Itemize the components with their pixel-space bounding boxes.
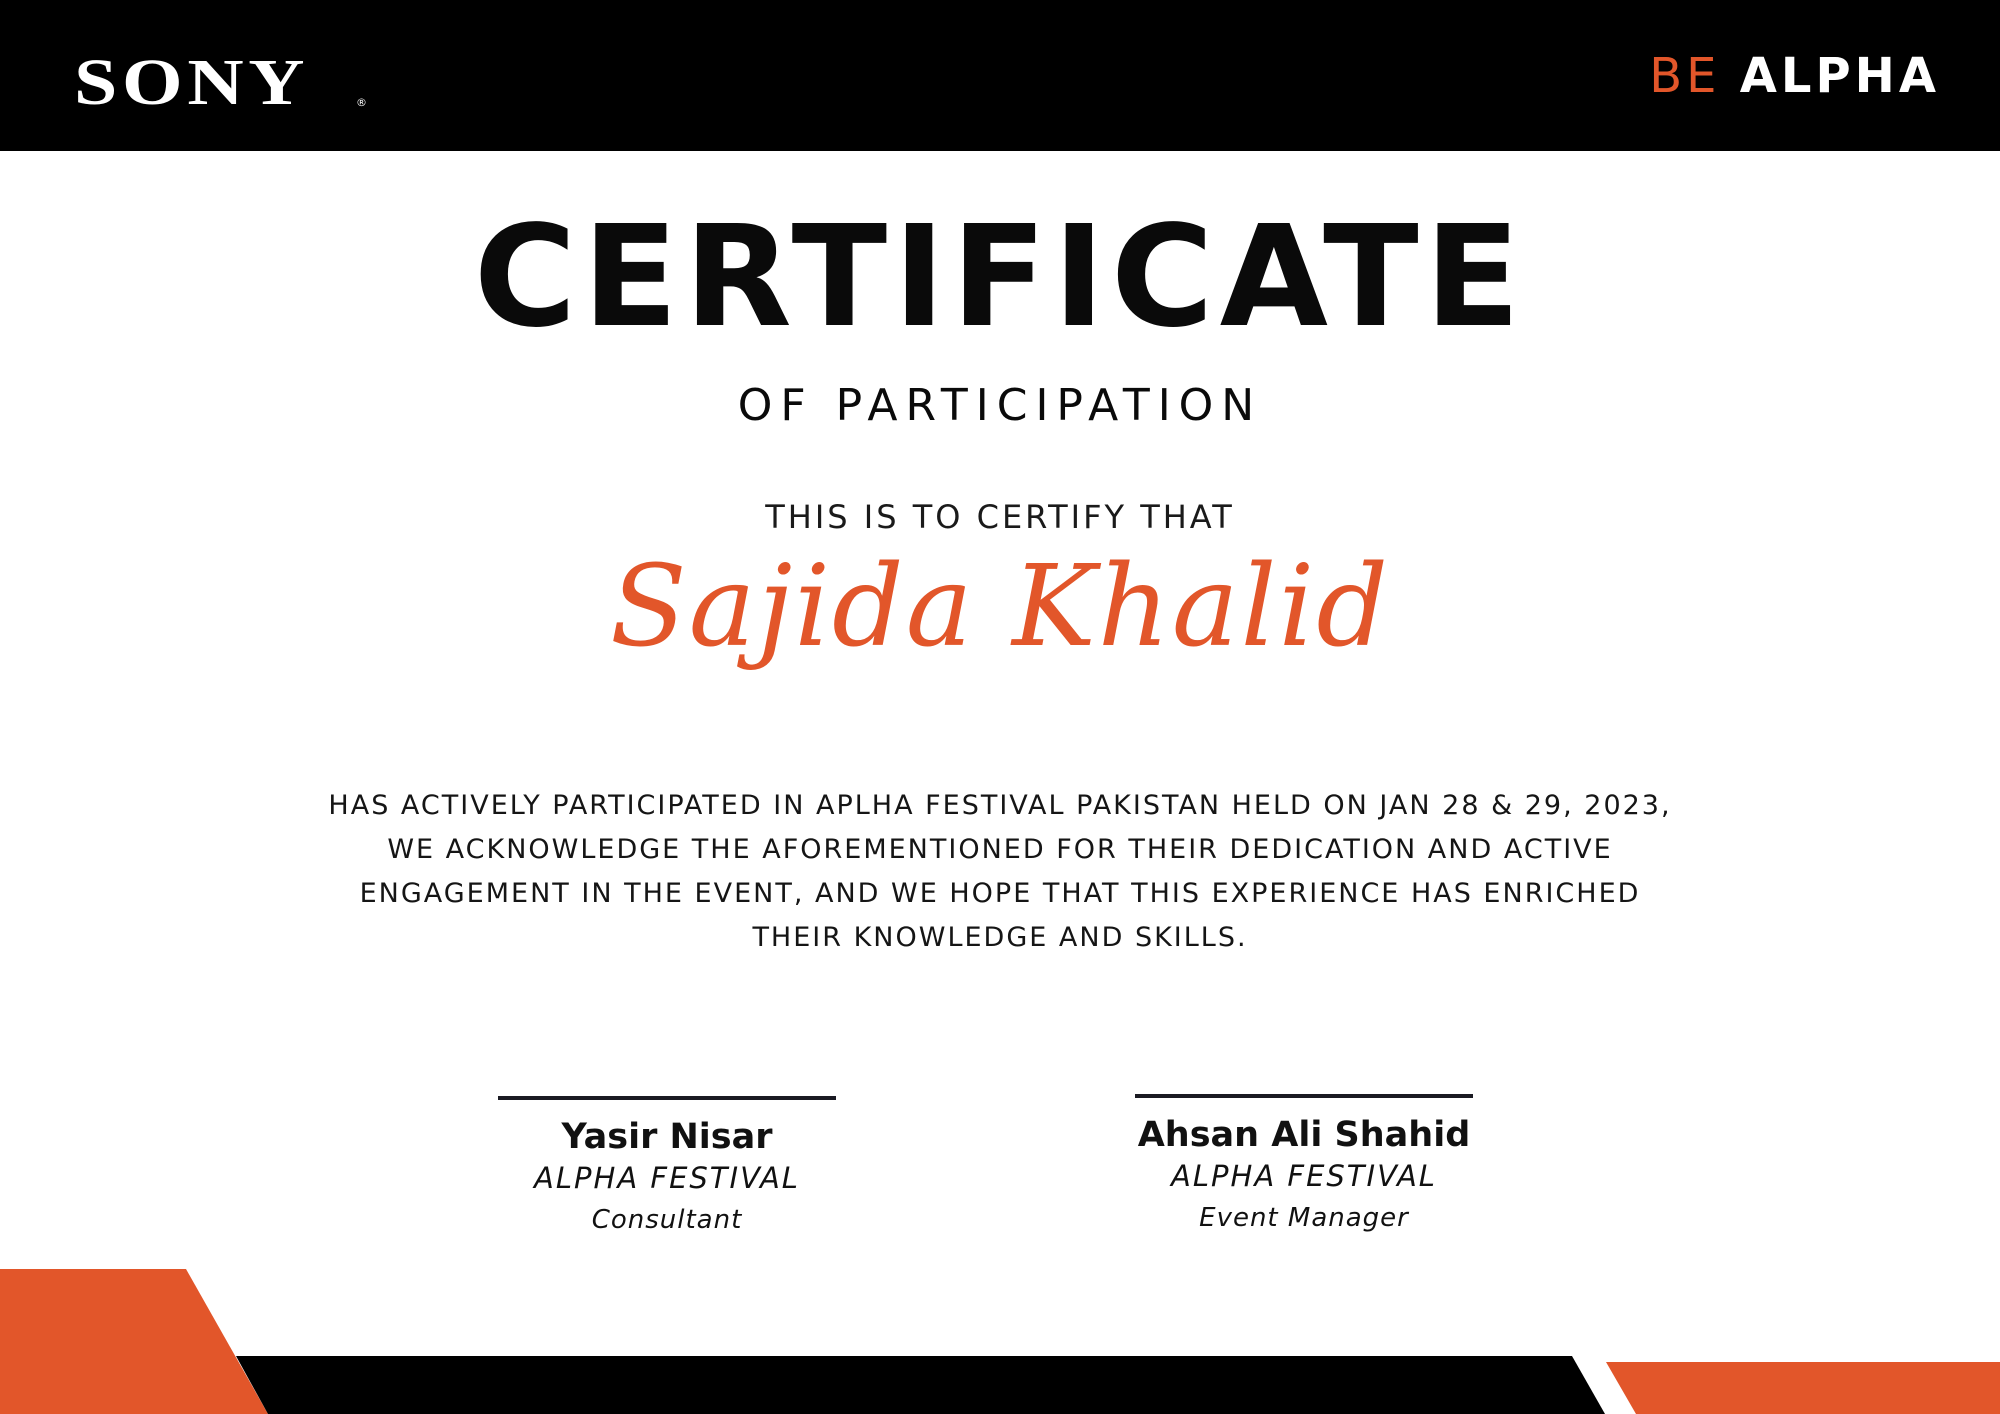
registered-mark: ® (356, 96, 367, 109)
bottom-black-bar (236, 1356, 1605, 1414)
signatory-role: Consultant (591, 1205, 743, 1235)
certificate-title: CERTIFICATE (473, 196, 1527, 359)
body-line: ENGAGEMENT IN THE EVENT, AND WE HOPE THAT THIS EXPERIENCE HAS ENRICHED (359, 878, 1641, 909)
signatory-role: Event Manager (1199, 1203, 1409, 1233)
body-line: WE ACKNOWLEDGE THE AFOREMENTIONED FOR THEIR DEDICATION AND ACTIVE (387, 834, 1613, 865)
signatory-organization: ALPHA FESTIVAL (1171, 1159, 1437, 1193)
bottom-right-orange-shape (1606, 1362, 2000, 1414)
sony-logo: SONY (74, 46, 310, 119)
certificate-subtitle: OF PARTICIPATION (737, 380, 1263, 431)
recipient-name: Sajida Khalid (609, 542, 1391, 672)
bottom-left-orange-shape (0, 1269, 268, 1414)
signatory-name: Ahsan Ali Shahid (1137, 1115, 1471, 1155)
certify-intro: THIS IS TO CERTIFY THAT (765, 498, 1235, 536)
body-line: THEIR KNOWLEDGE AND SKILLS. (752, 922, 1248, 953)
tagline-be: BE (1649, 48, 1721, 104)
signatory-name: Yasir Nisar (561, 1117, 773, 1157)
signatory-organization: ALPHA FESTIVAL (534, 1161, 800, 1195)
tagline-alpha: ALPHA (1739, 48, 1940, 104)
body-line: HAS ACTIVELY PARTICIPATED IN APLHA FESTIVAL PAKISTAN HELD ON JAN 28 & 29, 2023, (328, 790, 1672, 821)
